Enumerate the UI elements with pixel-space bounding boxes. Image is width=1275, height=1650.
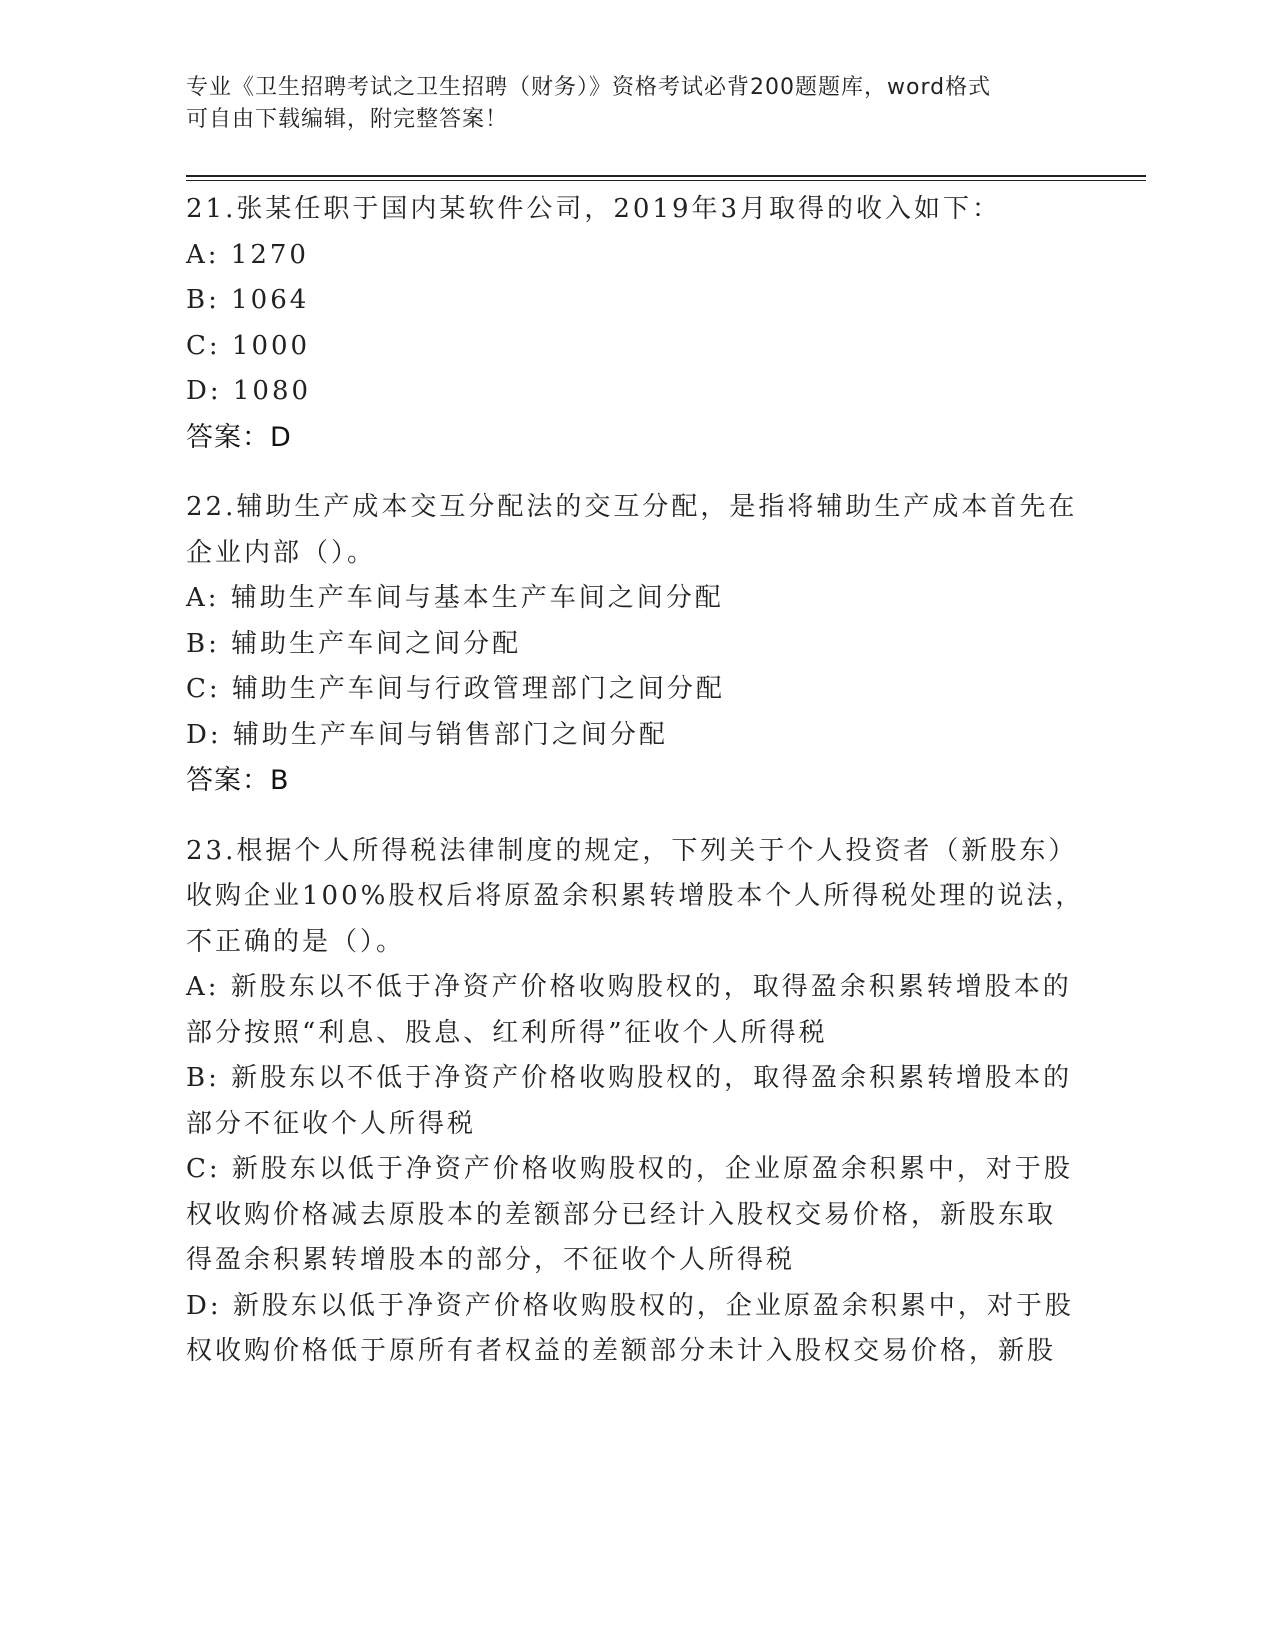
option-c: C: 新股东以低于净资产价格收购股权的，企业原盈余积累中，对于股 (186, 1154, 1073, 1184)
question-list (186, 187, 1086, 1400)
option-b: B: 1064 (186, 285, 310, 315)
header-divider-thin (186, 180, 1146, 181)
document-header (186, 72, 1086, 136)
question-22 (186, 485, 1086, 804)
question-stem-line: 21.张某任职于国内某软件公司，2019年3月取得的收入如下： (186, 194, 1002, 224)
option-b-continued: 部分不征收个人所得税 (186, 1108, 477, 1139)
question-stem-line: 收购企业100%股权后将原盈余积累转增股本个人所得税处理的说法， (186, 881, 1085, 911)
option-b: B: 新股东以不低于净资产价格收购股权的，取得盈余积累转增股本的 (186, 1063, 1073, 1093)
header-divider-thick (186, 175, 1146, 177)
question-stem-line: 不正确的是（）。 (186, 926, 406, 957)
option-c: C: 1000 (186, 330, 311, 361)
option-d: D: 辅助生产车间与销售部门之间分配 (186, 719, 668, 750)
answer-text: 答案：D (186, 421, 292, 453)
option-c-continued: 得盈余积累转增股本的部分，不征收个人所得税 (186, 1245, 796, 1275)
question-stem-line: 23.根据个人所得税法律制度的规定，下列关于个人投资者（新股东） (186, 835, 1078, 866)
option-c-continued: 权收购价格减去原股本的差额部分已经计入股权交易价格，新股东取 (186, 1199, 1057, 1230)
question-23 (186, 829, 1086, 1375)
answer-text: 答案：B (186, 765, 290, 796)
option-b: B: 辅助生产车间之间分配 (186, 628, 522, 659)
option-a: A: 新股东以不低于净资产价格收购股权的，取得盈余积累转增股本的 (186, 972, 1072, 1002)
question-stem-line: 企业内部（）。 (186, 537, 377, 568)
option-c: C: 辅助生产车间与行政管理部门之间分配 (186, 674, 725, 704)
header-line-2: 可自由下载编辑，附完整答案！ (186, 107, 509, 132)
option-d-continued: 权收购价格低于原所有者权益的差额部分未计入股权交易价格，新股 (186, 1336, 1057, 1366)
option-a: A: 1270 (186, 239, 309, 270)
question-stem-line: 22.辅助生产成本交互分配法的交互分配，是指将辅助生产成本首先在 (186, 492, 1078, 522)
header-line-1: 专业《卫生招聘考试之卫生招聘（财务）》资格考试必背200题题库，word格式 (186, 75, 992, 100)
option-d: D: 新股东以低于净资产价格收购股权的，企业原盈余积累中，对于股 (186, 1290, 1074, 1321)
question-21 (186, 187, 1086, 460)
option-a-continued: 部分按照“利息、股息、红利所得”征收个人所得税 (186, 1017, 828, 1048)
option-a: A: 辅助生产车间与基本生产车间之间分配 (186, 583, 724, 613)
option-d: D: 1080 (186, 376, 312, 406)
